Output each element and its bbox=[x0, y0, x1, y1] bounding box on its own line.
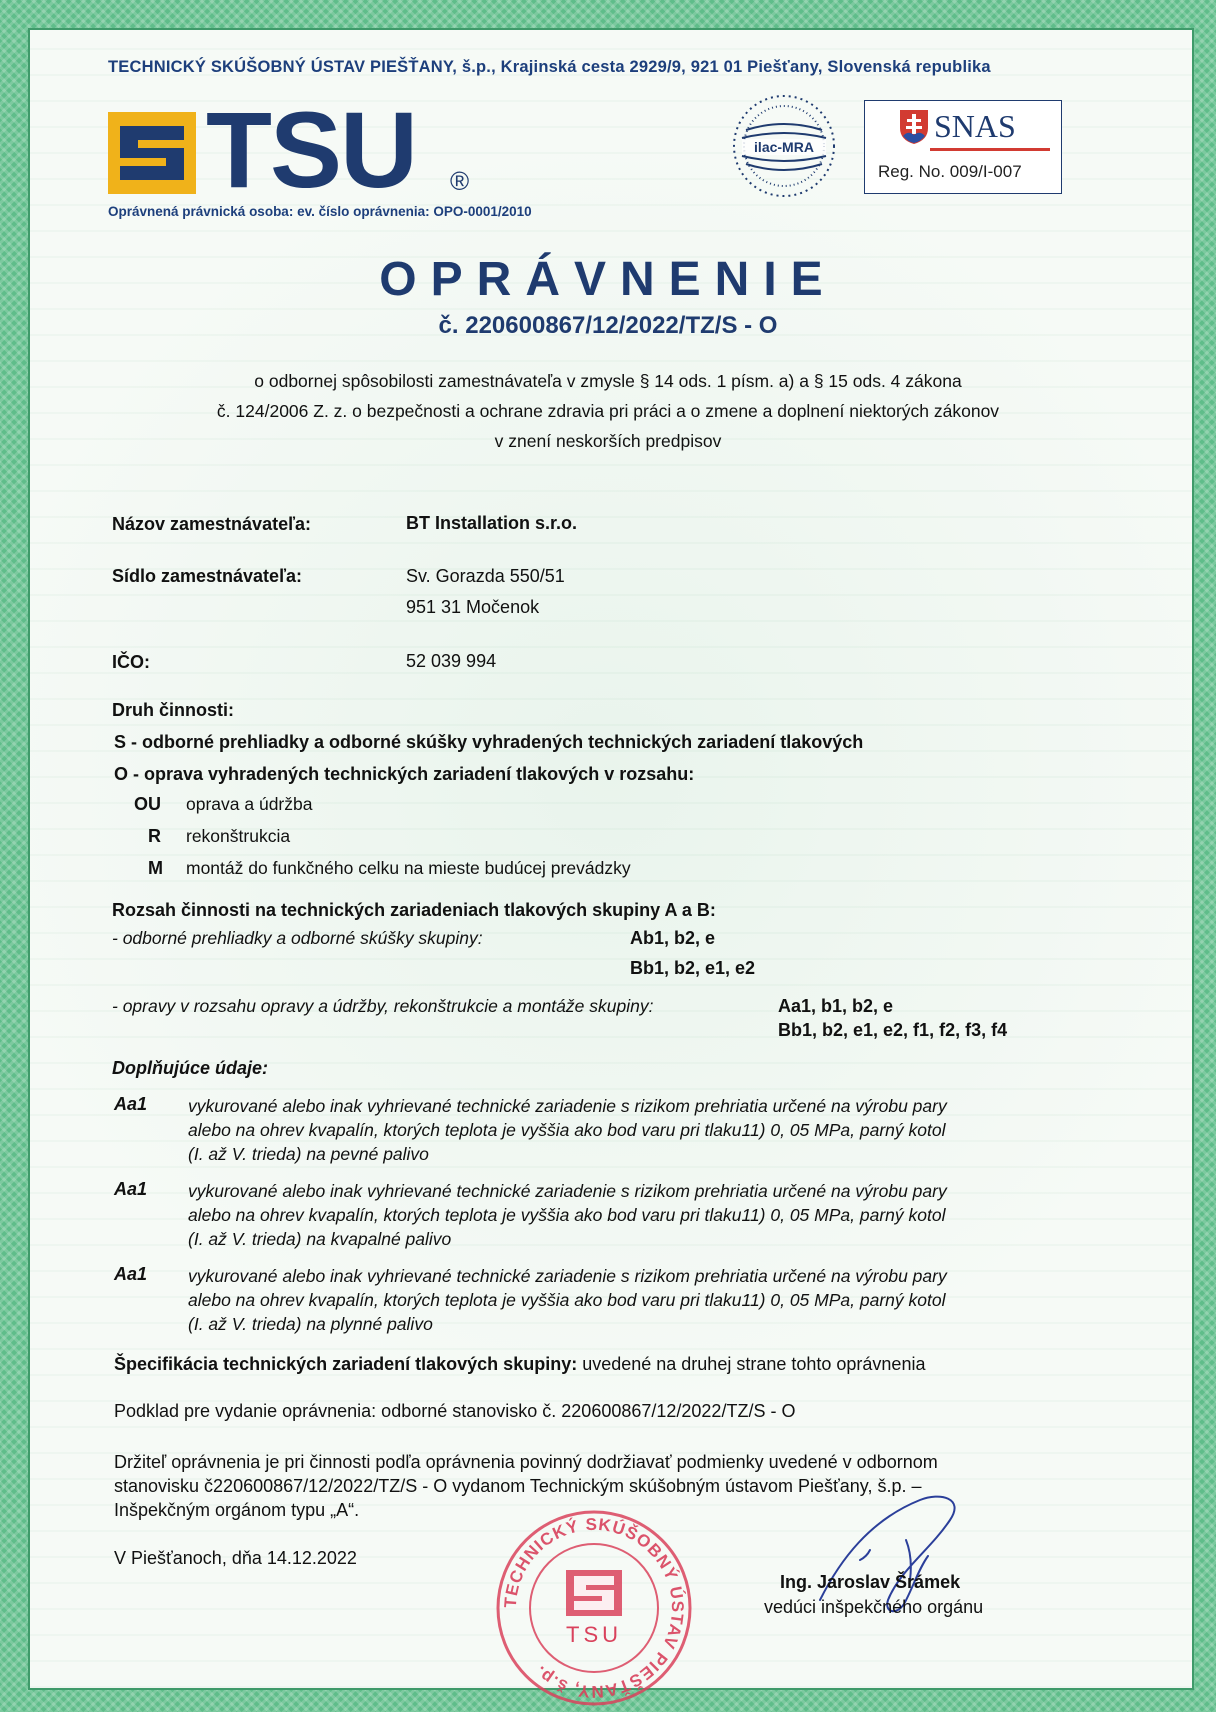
specification-value: uvedené na druhej strane tohto oprávnenia bbox=[577, 1354, 926, 1374]
official-stamp bbox=[494, 1508, 694, 1708]
registered-mark: ® bbox=[450, 166, 470, 196]
activity-text: rekonštrukcia bbox=[186, 826, 291, 846]
svg-text:TECHNICKÝ SKÚŠOBNÝ ÚSTAV PIEŠŤ: TECHNICKÝ SKÚŠOBNÝ ÚSTAV PIEŠŤANY, š.p. bbox=[500, 1514, 688, 1702]
signatory-role: vedúci inšpekčného orgánu bbox=[764, 1597, 984, 1617]
activity-code: M bbox=[148, 858, 163, 878]
description-line: (I. až V. trieda) na plynné palivo bbox=[188, 1314, 433, 1334]
tsu-logo-icon bbox=[108, 112, 196, 194]
document-title: OPRÁVNENIE bbox=[379, 253, 837, 306]
ico-value: 52 039 994 bbox=[406, 651, 497, 671]
scope-inspections-label: - odborné prehliadky a odborné skúšky skupiny: bbox=[112, 928, 483, 948]
supplement-description bbox=[188, 1094, 1096, 1166]
employer-name-value: BT Installation s.r.o. bbox=[406, 513, 578, 533]
supplement-description bbox=[188, 1264, 1096, 1336]
activity-code: R bbox=[148, 826, 161, 846]
supplement-code: Aa1 bbox=[114, 1179, 148, 1199]
description-line: vykurované alebo inak vyhrievané technické zariadenie s rizikom prehriatia určené na výrobu pary bbox=[188, 1096, 947, 1116]
supplement-code: Aa1 bbox=[114, 1264, 148, 1284]
activity-code: OU bbox=[134, 794, 161, 814]
holder-line: Držiteľ oprávnenia je pri činnosti podľa oprávnenia povinný dodržiavať podmienky uvedené v odbornom bbox=[114, 1452, 938, 1472]
snas-registration: Reg. No. 009/I-007 bbox=[878, 162, 1022, 181]
description-line: (I. až V. trieda) na kvapalné palivo bbox=[188, 1229, 452, 1249]
activity-text: oprava a údržba bbox=[186, 794, 313, 814]
document-number: č. 220600867/12/2022/TZ/S - O bbox=[438, 312, 778, 339]
tsu-logo-text: TSU bbox=[206, 89, 416, 210]
place-date: V Piešťanoch, dňa 14.12.2022 bbox=[114, 1548, 357, 1568]
supplement-description bbox=[188, 1179, 1096, 1251]
supplement-label: Doplňujúce údaje: bbox=[112, 1058, 269, 1078]
basis-line: Podklad pre vydanie oprávnenia: odborné stanovisko č. 220600867/12/2022/TZ/S - O bbox=[114, 1401, 796, 1421]
intro-line: o odbornej spôsobilosti zamestnávateľa v zmysle § 14 ods. 1 písm. a) a § 15 ods. 4 zákona bbox=[254, 371, 962, 391]
scope-inspections-groups: Ab1, b2, e bbox=[630, 928, 716, 948]
supplement-code: Aa1 bbox=[114, 1094, 148, 1114]
ico-label: IČO: bbox=[112, 652, 150, 672]
snas-label: SNAS bbox=[934, 108, 1016, 144]
employer-seat-label: Sídlo zamestnávateľa: bbox=[112, 566, 303, 586]
description-line: alebo na ohrev kvapalín, ktorých teplota je vyššia ako bod varu pri tlaku11) 0, 05 MPa, parný kotol bbox=[188, 1205, 946, 1225]
description-line: alebo na ohrev kvapalín, ktorých teplota je vyššia ako bod varu pri tlaku11) 0, 05 MPa, parný kotol bbox=[188, 1120, 946, 1140]
svg-text:TSU: TSU bbox=[566, 1622, 622, 1647]
activity-text: montáž do funkčného celku na mieste budúcej prevádzky bbox=[186, 858, 631, 878]
specification-label: Špecifikácia technických zariadení tlakových skupiny: bbox=[114, 1354, 578, 1374]
specification-line bbox=[114, 1354, 925, 1375]
employer-name-label: Názov zamestnávateľa: bbox=[112, 514, 312, 534]
scope-repairs-groups: Bb1, b2, e1, e2, f1, f2, f3, f4 bbox=[778, 1020, 1008, 1040]
scope-repairs-groups: Aa1, b1, b2, e bbox=[778, 996, 894, 1016]
activity-label: Druh činnosti: bbox=[112, 700, 234, 720]
holder-line: stanovisku č220600867/12/2022/TZ/S - O vydanom Technickým skúšobným ústavom Piešťany, š.p. – bbox=[114, 1476, 922, 1496]
ilac-mra-logo-icon bbox=[728, 90, 840, 202]
employer-seat-line1: Sv. Gorazda 550/51 bbox=[406, 566, 565, 586]
organization-header: TECHNICKÝ SKÚŠOBNÝ ÚSTAV PIEŠŤANY, š.p., Krajinská cesta 2929/9, 921 01 Piešťany, Slovenská republika bbox=[108, 58, 991, 76]
employer-seat-line2: 951 31 Močenok bbox=[406, 597, 540, 617]
intro-line: v znení neskorších predpisov bbox=[494, 431, 722, 451]
description-line: vykurované alebo inak vyhrievané technické zariadenie s rizikom prehriatia určené na výrobu pary bbox=[188, 1181, 947, 1201]
signatory-name: Ing. Jaroslav Šrámek bbox=[780, 1572, 961, 1592]
snas-underline bbox=[930, 148, 1050, 151]
description-line: (I. až V. trieda) na pevné palivo bbox=[188, 1144, 429, 1164]
description-line: vykurované alebo inak vyhrievané technické zariadenie s rizikom prehriatia určené na výrobu pary bbox=[188, 1266, 947, 1286]
scope-repairs-label: - opravy v rozsahu opravy a údržby, rekonštrukcie a montáže skupiny: bbox=[112, 996, 654, 1016]
description-line: alebo na ohrev kvapalín, ktorých teplota je vyššia ako bod varu pri tlaku11) 0, 05 MPa, parný kotol bbox=[188, 1290, 946, 1310]
intro-line: č. 124/2006 Z. z. o bezpečnosti a ochrane zdravia pri práci a o zmene a doplnení niektorých zákonov bbox=[216, 401, 1000, 421]
activity-s-line: S - odborné prehliadky a odborné skúšky vyhradených technických zariadení tlakových bbox=[114, 732, 864, 752]
slovak-coat-of-arms-icon bbox=[900, 110, 928, 149]
activity-o-line: O - oprava vyhradených technických zariadení tlakových v rozsahu: bbox=[114, 764, 695, 784]
holder-line: Inšpekčným orgánom typu „A“. bbox=[114, 1500, 360, 1520]
authorization-line: Oprávnená právnická osoba: ev. číslo oprávnenia: OPO-0001/2010 bbox=[108, 204, 532, 219]
scope-inspections-groups: Bb1, b2, e1, e2 bbox=[630, 958, 756, 978]
scope-label: Rozsah činnosti na technických zariadeniach tlakových skupiny A a B: bbox=[112, 900, 716, 920]
intro-text bbox=[120, 366, 1096, 456]
svg-text:ilac-MRA: ilac-MRA bbox=[754, 139, 814, 155]
